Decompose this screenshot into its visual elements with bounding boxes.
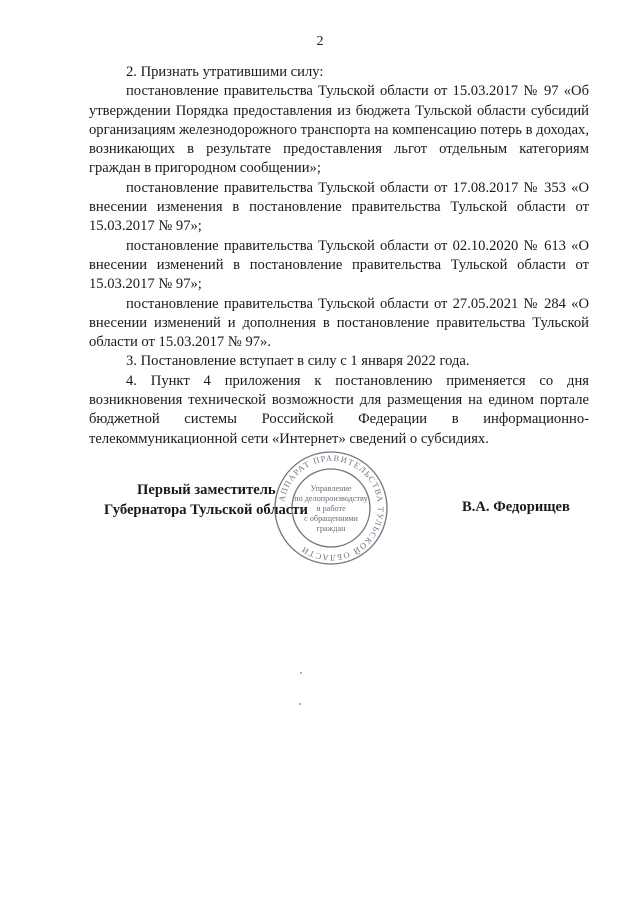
- paragraph-repeal-284: постановление правительства Тульской области от 27.05.2021 № 284 «О внесении изменений и дополнения в постановление правительства Тульской области от 15.03.2017 № 97».: [89, 295, 589, 351]
- paragraph-item-3: 3. Постановление вступает в силу с 1 января 2022 года.: [126, 353, 470, 370]
- paragraph-repeal-353: постановление правительства Тульской области от 17.08.2017 № 353 «О внесении изменения в постановление правительства Тульской области от 15.03.2017 № 97»;: [89, 179, 589, 235]
- paragraph-repeal-613: постановление правительства Тульской области от 02.10.2020 № 613 «О внесении изменений в постановление правительства Тульской области от 15.03.2017 № 97»;: [89, 237, 589, 293]
- document-body: [89, 63, 589, 449]
- signatory-title-line2: Губернатора Тульской области: [104, 502, 308, 518]
- paragraph-item-2: 2. Признать утратившими силу:: [126, 64, 324, 80]
- page-number: 2: [316, 34, 324, 49]
- seal-inner-text-line: граждан: [316, 524, 346, 533]
- seal-inner-text-line: и работе: [316, 504, 346, 513]
- svg-text:АППАРАТ ПРАВИТЕЛЬСТВА ТУЛЬСКОЙ: АППАРАТ ПРАВИТЕЛЬСТВА ТУЛЬСКОЙ ОБЛАСТИ: [276, 452, 387, 564]
- seal-inner-text-line: Управление: [310, 484, 352, 493]
- paragraph-item-4: 4. Пункт 4 приложения к постановлению применяется со дня возникновения технической возможности для размещения на едином портале бюджетной системы Российской Федерации в информационно-телекоммуникационной сети «Интернет» сведений о субсидиях.: [89, 372, 589, 447]
- scan-speck: [299, 703, 301, 705]
- signatory-name: В.А. Федорищев: [462, 499, 570, 515]
- signatory-title-line1: Первый заместитель: [137, 482, 276, 498]
- paragraph-repeal-97: постановление правительства Тульской области от 15.03.2017 № 97 «Об утверждении Порядка предоставления из бюджета Тульской области субсидий организациям железнодорожного транспорта на компенсацию потерь в доходах, возникающих в результате предоставления льгот отдельным категориям граждан в пригородном сообщении»;: [89, 83, 589, 177]
- scan-speck: [300, 672, 302, 674]
- official-seal-stamp: [272, 449, 390, 567]
- seal-inner-text-line: с обращениями: [304, 514, 358, 523]
- seal-inner-text-line: по делопроизводству: [294, 494, 368, 503]
